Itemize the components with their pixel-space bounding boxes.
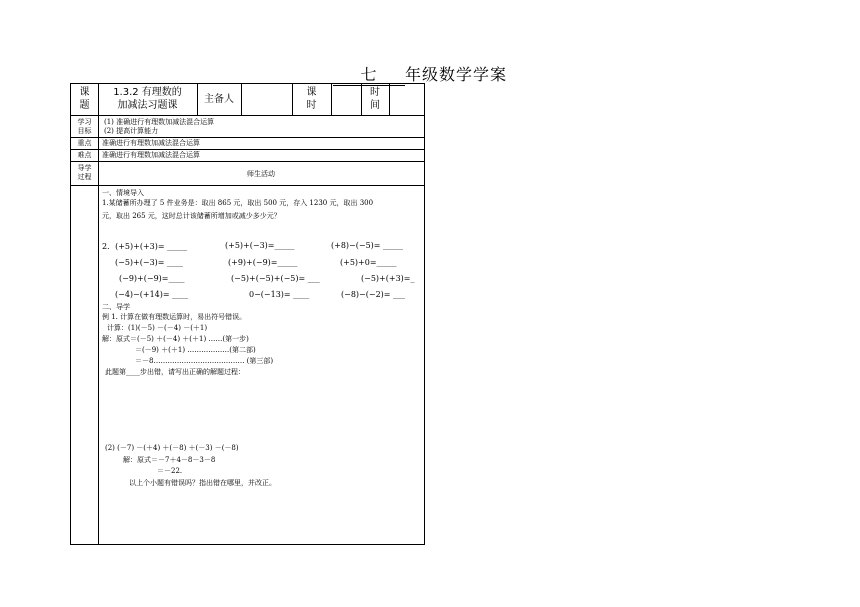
problem-2: (2) (－7) －(＋4) ＋(－8) ＋(－3) －(－8) <box>105 444 239 452</box>
time-label: 时 间 <box>370 87 380 111</box>
q2-r2-c2: (+9)+(−9)=_____ <box>228 258 298 267</box>
process-label: 导学 过程 <box>77 164 92 181</box>
q2-r3-c1: (−9)+(−9)=____ <box>119 274 185 283</box>
question-1-line-1: 1.某储蓄所办理了 5 件业务是：取出 865 元，取出 500 元，存入 1230 元，取出 300 <box>102 199 374 207</box>
activity-label: 师生活动 <box>247 170 275 178</box>
q2-r4-c1: (−4)−(+14)= ____ <box>115 290 189 299</box>
q2-r4-c3: (−8)−(−2)= ___ <box>341 290 406 299</box>
header-row <box>71 84 424 116</box>
goals-row <box>71 116 424 138</box>
process-row <box>71 162 424 186</box>
preparer-label: 主备人 <box>204 94 234 105</box>
q2-r1-c2: (+5)+(−3)=_____ <box>225 241 295 250</box>
section2-heading: 二、导学 <box>102 303 130 311</box>
example-1: 例 1. 计算在做有理数运算时，易出符号错误。 <box>102 313 247 321</box>
key-row <box>71 138 424 150</box>
title-suffix: 年级数学学案 <box>405 65 508 84</box>
section1-heading: 一、情境导入 <box>102 189 144 197</box>
period-label: 课 时 <box>306 87 317 111</box>
key-label: 重点 <box>77 139 92 147</box>
problem-2-step-2: ＝－22. <box>157 467 183 475</box>
solution-step-1: 解：原式＝(－5) ＋(－4) ＋(＋1) ……(第一步) <box>102 335 249 343</box>
activity-content <box>99 186 424 544</box>
key-text: 准确进行有理数加减法混合运算 <box>102 139 200 147</box>
q2-r3-c3: (−5)+(+3)=_ <box>361 274 415 283</box>
topic-label: 课 题 <box>79 87 90 111</box>
difficult-row <box>71 150 424 162</box>
goals-label: 学习 目标 <box>77 118 92 135</box>
difficult-text: 准确进行有理数加减法混合运算 <box>102 151 200 159</box>
grade-blank: 七 <box>333 62 405 86</box>
error-prompt: 此题第____步出错，请写出正确的解题过程： <box>105 368 245 376</box>
question-1-line-2: 元，取出 265 元，这时总计该储蓄所增加或减少多少元？ <box>102 212 281 220</box>
q2-r3-c2: (−5)+(−5)+(−5)= ___ <box>231 274 320 283</box>
solution-step-2: ＝(－9) ＋(＋1) ………………(第二部) <box>135 346 256 354</box>
goals-text: (1) 准确进行有理数加减法混合运算 (2) 提高计算能力 <box>104 118 215 135</box>
q2-r2-c1: (−5)+(−3)= ____ <box>115 258 184 267</box>
calc-line: 计算：(1)(－5) －(－4) －(＋1) <box>107 324 208 332</box>
problem-2-step-1: 解：原式＝－7＋4－8－3－8 <box>123 456 216 464</box>
solution-step-3: ＝－8………………………………… (第三部) <box>135 357 274 365</box>
lesson-plan-table <box>70 83 425 545</box>
q2-r2-c3: (+5)+0=_____ <box>340 258 397 267</box>
q2-r1-c3: (+8)−(−5)= _____ <box>331 241 404 250</box>
topic-value: 1.3.2 有理数的 加减法习题课 <box>113 87 182 111</box>
q2-r4-c2: 0−(−13)= ____ <box>249 290 310 299</box>
difficult-label: 难点 <box>77 151 92 159</box>
q2-r1-c1: 2．(+5)+(+3)= _____ <box>102 242 188 251</box>
problem-2-question: 以上个小题有错误吗？指出错在哪里，并改正。 <box>129 479 276 487</box>
